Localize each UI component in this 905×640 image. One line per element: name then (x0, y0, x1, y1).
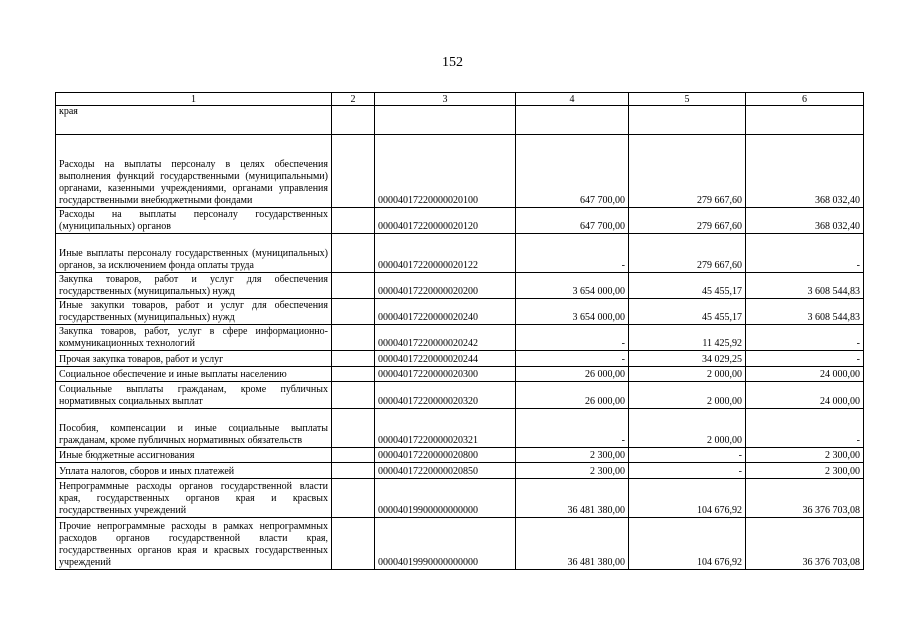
row-value-5: 45 455,17 (629, 273, 746, 299)
row-name: Иные закупки товаров, работ и услуг для обеспечения государственных (муниципальных) нужд (56, 299, 332, 325)
row-name: Иные бюджетные ассигнования (56, 448, 332, 463)
row-value-4: 26 000,00 (516, 382, 629, 409)
table-row (56, 479, 864, 518)
row-value-5 (629, 106, 746, 135)
row-value-5: 104 676,92 (629, 479, 746, 518)
row-value-5: 279 667,60 (629, 135, 746, 208)
row-value-6: 368 032,40 (746, 208, 864, 234)
row-code: 00004017220000020800 (375, 448, 516, 463)
row-value-4: 647 700,00 (516, 208, 629, 234)
row-value-5: - (629, 463, 746, 479)
table-row (56, 448, 864, 463)
table-row (56, 382, 864, 409)
row-value-4 (516, 106, 629, 135)
row-code: 00004017220000020850 (375, 463, 516, 479)
row-col2 (332, 409, 375, 448)
row-value-4: 36 481 380,00 (516, 518, 629, 570)
report-table (55, 92, 864, 570)
row-value-6: 368 032,40 (746, 135, 864, 208)
table-row (56, 518, 864, 570)
table-row (56, 351, 864, 367)
header-row (56, 93, 864, 106)
row-value-4: - (516, 234, 629, 273)
header-col-1: 1 (56, 93, 332, 106)
row-col2 (332, 518, 375, 570)
row-value-4: - (516, 325, 629, 351)
row-name: Прочие непрограммные расходы в рамках непрограммных расходов органов государственной власти края, государственных органов края и красвых государственных учреждений (56, 518, 332, 570)
table-header (56, 93, 864, 106)
row-code (375, 106, 516, 135)
header-col-3: 3 (375, 93, 516, 106)
row-name: Прочая закупка товаров, работ и услуг (56, 351, 332, 367)
row-col2 (332, 208, 375, 234)
table-row (56, 409, 864, 448)
row-code: 00004017220000020120 (375, 208, 516, 234)
table-row (56, 325, 864, 351)
table-row (56, 106, 864, 135)
table-row (56, 135, 864, 208)
row-value-5: 11 425,92 (629, 325, 746, 351)
row-name: Уплата налогов, сборов и иных платежей (56, 463, 332, 479)
row-code: 00004019990000000000 (375, 518, 516, 570)
row-value-4: 3 654 000,00 (516, 299, 629, 325)
row-value-6: 2 300,00 (746, 448, 864, 463)
row-value-5: 279 667,60 (629, 234, 746, 273)
row-value-5: 104 676,92 (629, 518, 746, 570)
row-col2 (332, 351, 375, 367)
row-value-4: 26 000,00 (516, 367, 629, 382)
row-value-5: 2 000,00 (629, 409, 746, 448)
row-value-4: 36 481 380,00 (516, 479, 629, 518)
header-col-5: 5 (629, 93, 746, 106)
row-code: 00004019900000000000 (375, 479, 516, 518)
header-col-2: 2 (332, 93, 375, 106)
row-code: 00004017220000020320 (375, 382, 516, 409)
row-value-6: 36 376 703,08 (746, 479, 864, 518)
row-name: Расходы на выплаты персоналу государственных (муниципальных) органов (56, 208, 332, 234)
row-col2 (332, 367, 375, 382)
row-code: 00004017220000020100 (375, 135, 516, 208)
row-value-4: 647 700,00 (516, 135, 629, 208)
table-row (56, 273, 864, 299)
row-col2 (332, 382, 375, 409)
row-code: 00004017220000020242 (375, 325, 516, 351)
header-col-6: 6 (746, 93, 864, 106)
row-name: Расходы на выплаты персоналу в целях обеспечения выполнения функций государственными (муниципальными) органами, казенными учреждениями, органами управления государственными внебюджетными фондами (56, 135, 332, 208)
row-value-6: - (746, 409, 864, 448)
row-value-5: 34 029,25 (629, 351, 746, 367)
row-name: Закупка товаров, работ, услуг в сфере информационно-коммуникационных технологий (56, 325, 332, 351)
row-value-5: 279 667,60 (629, 208, 746, 234)
header-col-4: 4 (516, 93, 629, 106)
row-code: 00004017220000020244 (375, 351, 516, 367)
row-value-6: 36 376 703,08 (746, 518, 864, 570)
row-value-4: - (516, 409, 629, 448)
row-name: Социальные выплаты гражданам, кроме публичных нормативных социальных выплат (56, 382, 332, 409)
row-code: 00004017220000020200 (375, 273, 516, 299)
row-name: Пособия, компенсации и иные социальные выплаты гражданам, кроме публичных нормативных обязательств (56, 409, 332, 448)
row-value-6: - (746, 234, 864, 273)
row-col2 (332, 106, 375, 135)
row-col2 (332, 448, 375, 463)
row-code: 00004017220000020122 (375, 234, 516, 273)
row-name: Социальное обеспечение и иные выплаты населению (56, 367, 332, 382)
row-value-6: 3 608 544,83 (746, 273, 864, 299)
row-value-4: - (516, 351, 629, 367)
table-row (56, 367, 864, 382)
row-value-5: 2 000,00 (629, 382, 746, 409)
row-value-4: 2 300,00 (516, 448, 629, 463)
row-value-4: 3 654 000,00 (516, 273, 629, 299)
row-name: края (56, 106, 332, 135)
row-col2 (332, 299, 375, 325)
row-col2 (332, 234, 375, 273)
row-code: 00004017220000020240 (375, 299, 516, 325)
table-body (56, 106, 864, 570)
row-name: Иные выплаты персоналу государственных (муниципальных) органов, за исключением фонда оплаты труда (56, 234, 332, 273)
page-number: 152 (442, 55, 463, 70)
row-col2 (332, 135, 375, 208)
row-value-6: 2 300,00 (746, 463, 864, 479)
row-value-6: - (746, 325, 864, 351)
row-value-6: 24 000,00 (746, 382, 864, 409)
table-row (56, 299, 864, 325)
row-name: Закупка товаров, работ и услуг для обеспечения государственных (муниципальных) нужд (56, 273, 332, 299)
row-col2 (332, 463, 375, 479)
table-row (56, 463, 864, 479)
row-value-6: - (746, 351, 864, 367)
row-code: 00004017220000020321 (375, 409, 516, 448)
row-value-5: 2 000,00 (629, 367, 746, 382)
row-value-6: 24 000,00 (746, 367, 864, 382)
row-col2 (332, 479, 375, 518)
row-value-6: 3 608 544,83 (746, 299, 864, 325)
row-value-5: 45 455,17 (629, 299, 746, 325)
table-row (56, 208, 864, 234)
row-code: 00004017220000020300 (375, 367, 516, 382)
row-col2 (332, 273, 375, 299)
row-name: Непрограммные расходы органов государственной власти края, государственных органов края и красвых государственных учреждений (56, 479, 332, 518)
row-value-4: 2 300,00 (516, 463, 629, 479)
row-value-6 (746, 106, 864, 135)
row-value-5: - (629, 448, 746, 463)
table-row (56, 234, 864, 273)
row-col2 (332, 325, 375, 351)
